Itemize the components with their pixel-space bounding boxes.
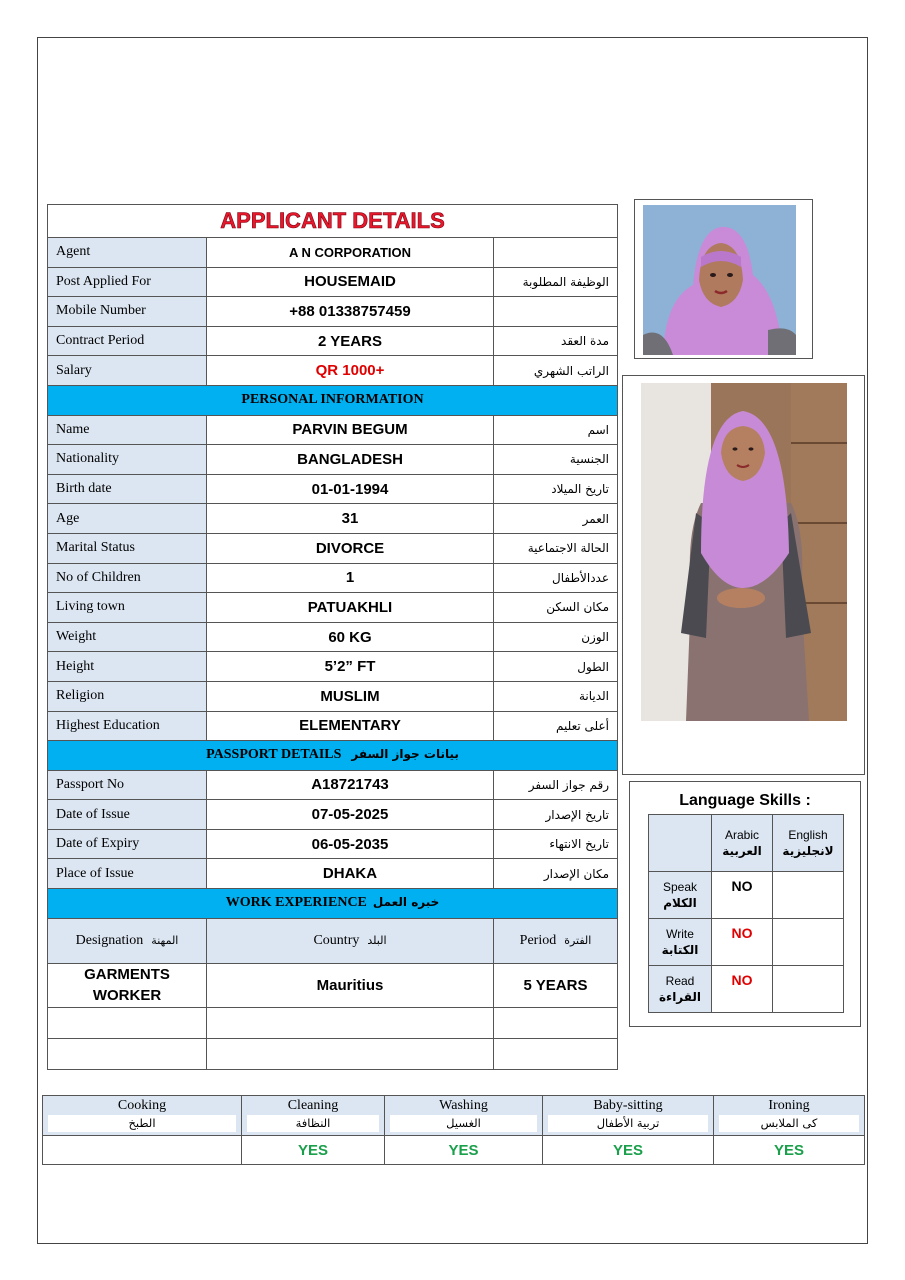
field-arabic-label: مكان السكن [494,593,618,623]
field-arabic-label [494,297,618,327]
field-arabic-label: مكان الإصدار [494,859,618,889]
table-row [48,356,618,386]
table-row [48,711,618,741]
empty-row [48,1038,618,1069]
skills-value-row [43,1136,865,1165]
field-value: 60 KG [207,622,494,652]
table-row [48,652,618,682]
row-label-ar: الكلام [663,896,697,910]
skill-value [773,872,844,919]
document-title: APPLICANT DETAILS [48,205,618,238]
column-label-arabic: العربية [722,844,762,858]
table-row [48,415,618,445]
field-label: Mobile Number [48,297,207,327]
table-row [48,445,618,475]
field-label: Post Applied For [48,267,207,297]
column-header-ar: المهنة [151,933,179,947]
field-label: Salary [48,356,207,386]
table-row [48,829,618,859]
table-row [649,919,844,966]
field-label: Highest Education [48,711,207,741]
salary-value: QR 1000+ [207,356,494,386]
field-label: Passport No [48,770,207,800]
skill-label: Washing [439,1098,488,1113]
section-title: WORK EXPERIENCE [225,895,367,911]
language-skills-panel [629,781,861,1027]
field-label: Weight [48,622,207,652]
column-header-en: Country [313,932,360,948]
skill-label: Baby-sitting [593,1098,663,1113]
field-value: 06-05-2035 [207,829,494,859]
column-header [207,918,494,963]
field-arabic-label: الوظيفة المطلوبة [494,267,618,297]
skill-header [242,1096,385,1136]
field-arabic-label: تاريخ الانتهاء [494,829,618,859]
row-label-ar: القراءة [658,990,702,1004]
skill-value: YES [714,1136,865,1165]
skill-header [543,1096,714,1136]
table-row [48,504,618,534]
row-label [649,872,712,919]
empty-header-cell [649,815,712,872]
field-value: 07-05-2025 [207,800,494,830]
table-row [48,238,618,268]
field-value: BANGLADESH [207,445,494,475]
column-header-ar: الفترة [564,933,592,947]
field-value: PATUAKHLI [207,593,494,623]
language-column-english [773,815,844,872]
field-label: Living town [48,593,207,623]
row-label-ar: الكتابة [661,943,699,957]
applicant-details-table [47,204,618,1070]
skill-value: YES [543,1136,714,1165]
field-arabic-label: مدة العقد [494,326,618,356]
skill-label-arabic: الغسيل [390,1115,537,1132]
field-label: Height [48,652,207,682]
field-label: Name [48,415,207,445]
field-arabic-label: تاريخ الميلاد [494,474,618,504]
section-header-work [48,889,618,919]
field-value: +88 01338757459 [207,297,494,327]
field-value: DHAKA [207,859,494,889]
field-label: No of Children [48,563,207,593]
table-row [48,533,618,563]
field-value: 2 YEARS [207,326,494,356]
field-arabic-label: رقم جواز السفر [494,770,618,800]
skill-header [43,1096,242,1136]
skill-value [773,919,844,966]
column-header-en: Period [519,932,557,948]
column-label: Arabic [724,828,759,842]
skill-label-arabic: تربية الأطفال [548,1115,708,1132]
work-header-row [48,918,618,963]
table-row [48,563,618,593]
skill-value: YES [242,1136,385,1165]
skill-label: Cooking [117,1098,167,1113]
skill-header [714,1096,865,1136]
section-header-passport [48,741,618,771]
table-row [48,770,618,800]
skill-value: NO [712,966,773,1013]
field-arabic-label: الراتب الشهري [494,356,618,386]
field-label: Date of Issue [48,800,207,830]
field-arabic-label: اسم [494,415,618,445]
table-row [48,859,618,889]
row-label-en: Speak [662,880,698,894]
field-value: 1 [207,563,494,593]
table-row [48,963,618,1007]
row-label [649,919,712,966]
table-row [48,593,618,623]
skill-header [385,1096,543,1136]
table-row [48,326,618,356]
table-row [649,872,844,919]
skill-value [43,1136,242,1165]
skill-value [773,966,844,1013]
household-skills-table [42,1095,865,1165]
skill-value: YES [385,1136,543,1165]
language-skills-title: Language Skills : [679,792,811,809]
work-country: Mauritius [207,963,494,1007]
field-value: 01-01-1994 [207,474,494,504]
table-row [48,267,618,297]
field-value: ELEMENTARY [207,711,494,741]
field-value: A18721743 [207,770,494,800]
field-label: Contract Period [48,326,207,356]
field-arabic-label: أعلى تعليم [494,711,618,741]
field-arabic-label: الطول [494,652,618,682]
field-arabic-label: تاريخ الإصدار [494,800,618,830]
table-row [649,966,844,1013]
empty-row [48,1007,618,1038]
field-label: Place of Issue [48,859,207,889]
field-value: 5’2” FT [207,652,494,682]
applicant-portrait-photo [634,199,813,359]
skill-label: Cleaning [287,1098,339,1113]
table-row [48,681,618,711]
field-label: Religion [48,681,207,711]
field-value: HOUSEMAID [207,267,494,297]
skill-label-arabic: النظافة [247,1115,379,1132]
work-period: 5 YEARS [494,963,618,1007]
field-arabic-label: عددالأطفال [494,563,618,593]
language-column-arabic [712,815,773,872]
field-value: A N CORPORATION [207,238,494,268]
column-label: English [788,828,828,842]
field-arabic-label [494,238,618,268]
table-row [48,474,618,504]
section-header-personal: PERSONAL INFORMATION [48,385,618,415]
field-value: MUSLIM [207,681,494,711]
row-label-en: Read [665,974,695,988]
row-label [649,966,712,1013]
column-header-ar: البلد [367,933,387,947]
table-row [48,297,618,327]
field-label: Marital Status [48,533,207,563]
column-header [48,918,207,963]
skill-label: Ironing [768,1098,810,1113]
skill-label-arabic: کی الملابس [719,1115,859,1132]
field-label: Date of Expiry [48,829,207,859]
field-label: Birth date [48,474,207,504]
field-arabic-label: العمر [494,504,618,534]
field-arabic-label: الجنسية [494,445,618,475]
skill-value: NO [712,919,773,966]
section-title-arabic: بيانات جواز السفر [351,747,459,762]
field-arabic-label: الديانة [494,681,618,711]
column-header-en: Designation [75,932,144,948]
field-label: Agent [48,238,207,268]
skill-label-arabic: الطبخ [48,1115,236,1132]
skill-value: NO [712,872,773,919]
field-arabic-label: الحالة الاجتماعية [494,533,618,563]
field-value: PARVIN BEGUM [207,415,494,445]
column-header [494,918,618,963]
work-designation: GARMENTS WORKER [48,963,207,1007]
table-row [48,622,618,652]
skills-header-row [43,1096,865,1136]
table-row [48,800,618,830]
field-value: DIVORCE [207,533,494,563]
applicant-full-photo [622,375,865,775]
row-label-en: Write [666,927,694,941]
language-skills-table [648,814,844,1013]
field-value: 31 [207,504,494,534]
field-label: Age [48,504,207,534]
section-title-arabic: خبره العمل [372,895,440,910]
section-title: PASSPORT DETAILS [206,747,342,763]
field-arabic-label: الوزن [494,622,618,652]
column-label-arabic: لانجليزية [782,844,834,858]
field-label: Nationality [48,445,207,475]
